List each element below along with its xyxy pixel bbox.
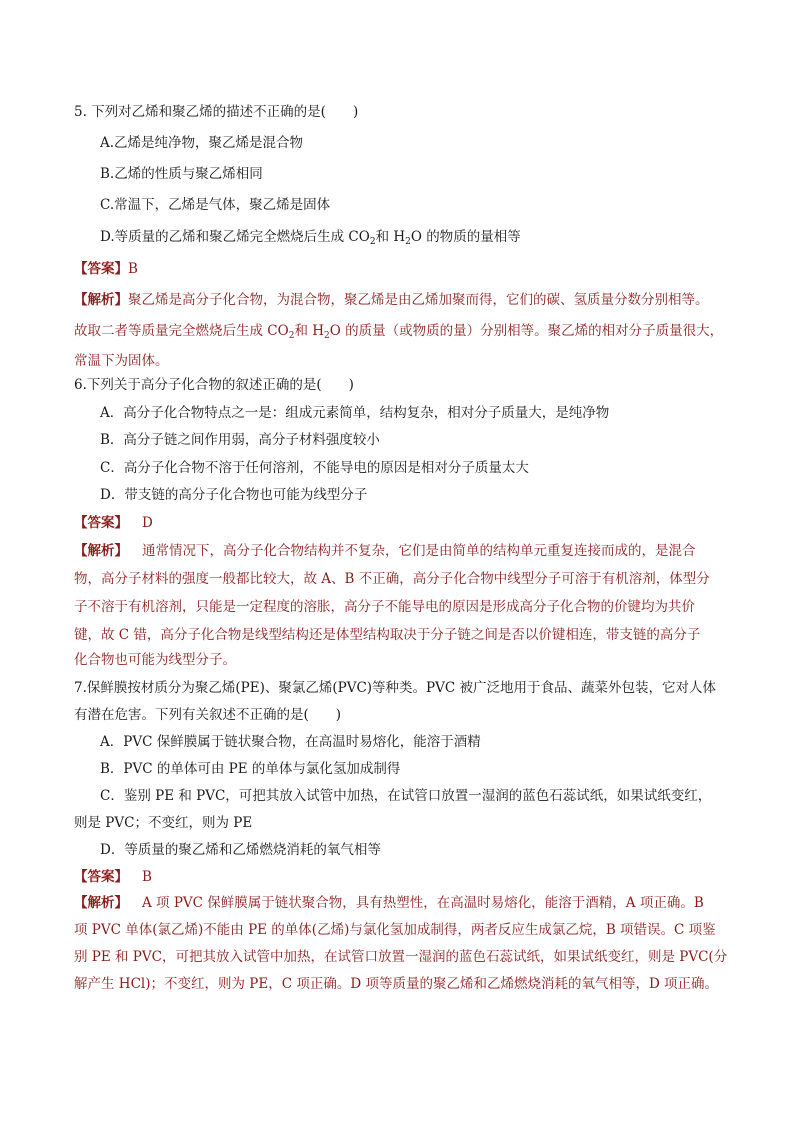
q5-option-a: A.乙烯是纯净物，聚乙烯是混合物	[100, 135, 304, 151]
q7-analysis-line-3: 别 PE 和 PVC，可把其放入试管中加热，在试管口放置一湿润的蓝色石蕊试纸，如果试纸变红，则是 PVC(分	[74, 949, 728, 965]
q5-analysis-subscript-1: 2	[288, 331, 295, 341]
q5-answer-label: 【答案】	[74, 261, 128, 277]
q7-option-a: A．PVC 保鲜膜属于链状聚合物，在高温时易熔化，能溶于酒精	[100, 734, 481, 750]
q5-answer-value: B	[128, 261, 138, 277]
q5-option-c: C.常温下，乙烯是气体，聚乙烯是固体	[100, 197, 331, 213]
q6-option-b: B．高分子链之间作用弱，高分子材料强度较小	[100, 432, 380, 448]
q5-option-d	[100, 227, 521, 247]
q5-option-d-text-2: 和 H	[375, 229, 406, 245]
q6-option-a: A．高分子化合物特点之一是：组成元素简单，结构复杂，相对分子质量大，是纯净物	[100, 405, 610, 421]
q6-option-c: C．高分子化合物不溶于任何溶剂，不能导电的原因是相对分子质量太大	[100, 460, 529, 476]
q6-answer-label: 【答案】	[74, 515, 128, 531]
q6-analysis-line-2: 物，高分子材料的强度一般都比较大，故 A、B 不正确，高分子化合物中线型分子可溶于有机溶剂，体型分	[74, 571, 710, 587]
q7-stem-line-1: 7.保鲜膜按材质分为聚乙烯(PE)、聚氯乙烯(PVC)等种类。PVC 被广泛地用于食品、蔬菜外包装，它对人体	[74, 680, 717, 696]
q5-option-d-subscript-1: 2	[369, 237, 376, 247]
q7-option-d: D．等质量的聚乙烯和乙烯燃烧消耗的氧气相等	[100, 842, 381, 858]
q5-analysis-text-1: 聚乙烯是高分子化合物，为混合物，聚乙烯是由乙烯加聚而得，它们的碳、氢质量分数分别相等。	[128, 292, 709, 308]
q5-analysis-text-2c: O 的质量（或物质的量）分别相等。聚乙烯的相对分子质量很大，	[329, 323, 724, 339]
q5-analysis-subscript-2: 2	[324, 331, 330, 341]
q5-analysis-label: 【解析】	[74, 292, 128, 308]
q5-option-d-text-3: O 的物质的量相等	[410, 229, 521, 245]
q5-stem: 5. 下列对乙烯和聚乙烯的描述不正确的是( )	[74, 104, 359, 120]
q7-analysis-line-1	[74, 893, 704, 913]
q6-stem: 6.下列关于高分子化合物的叙述正确的是( )	[74, 377, 354, 393]
q6-analysis-line-4: 键，故 C 错，高分子化合物是线型结构还是体型结构取决于分子链之间是否以价键相连，带支链的高分子	[74, 627, 701, 643]
q6-answer-value: D	[142, 515, 153, 531]
q5-option-d-text-1: D.等质量的乙烯和聚乙烯完全燃烧后生成 CO	[100, 229, 370, 245]
q6-analysis-label: 【解析】	[74, 543, 128, 559]
q7-analysis-label: 【解析】	[74, 895, 128, 911]
q7-analysis-text-1: A 项 PVC 保鲜膜属于链状聚合物，具有热塑性，在高温时易熔化，能溶于酒精，A 项正确。B	[142, 895, 704, 911]
q6-analysis-text-1: 通常情况下，高分子化合物结构并不复杂，它们是由简单的结构单元重复连接而成的，是混合	[142, 543, 696, 559]
q7-analysis-line-4: 解产生 HCl)；不变红，则为 PE，C 项正确。D 项等质量的聚乙烯和乙烯燃烧消耗的氧气相等，D 项正确。	[74, 976, 719, 992]
q5-analysis-line-1	[74, 290, 709, 310]
q7-analysis-line-2: 项 PVC 单体(氯乙烯)不能由 PE 的单体(乙烯)与氯化氢加成制得，两者反应生成氯乙烷，B 项错误。C 项鉴	[74, 922, 716, 938]
q5-analysis-line-3: 常温下为固体。	[74, 353, 169, 369]
q5-answer	[74, 259, 138, 279]
q7-answer-value: B	[142, 869, 152, 885]
q7-option-b: B．PVC 的单体可由 PE 的单体与氯化氢加成制得	[100, 761, 401, 777]
q6-analysis-line-5: 化合物也可能为线型分子。	[74, 652, 236, 668]
q5-analysis-text-2b: 和 H	[294, 323, 325, 339]
q7-stem-line-2: 有潜在危害。下列有关叙述不正确的是( )	[74, 707, 342, 723]
q5-analysis-line-2	[74, 321, 723, 341]
q6-analysis-line-1	[74, 541, 696, 561]
q7-option-c-line-1: C．鉴别 PE 和 PVC，可把其放入试管中加热，在试管口放置一湿润的蓝色石蕊试纸，如果试纸变红，	[100, 788, 712, 804]
q7-answer	[74, 867, 152, 887]
q5-option-d-subscript-2: 2	[405, 237, 411, 247]
q6-answer	[74, 513, 153, 533]
q7-option-c-line-2: 则是 PVC；不变红，则为 PE	[74, 815, 253, 831]
q7-answer-label: 【答案】	[74, 869, 128, 885]
q6-analysis-line-3: 子不溶于有机溶剂，只能是一定程度的溶胀，高分子不能导电的原因是形成高分子化合物的价键均为共价	[74, 599, 695, 615]
q5-option-b: B.乙烯的性质与聚乙烯相同	[100, 166, 263, 182]
q6-option-d: D．带支链的高分子化合物也可能为线型分子	[100, 487, 368, 503]
q5-analysis-text-2a: 故取二者等质量完全燃烧后生成 CO	[74, 323, 289, 339]
